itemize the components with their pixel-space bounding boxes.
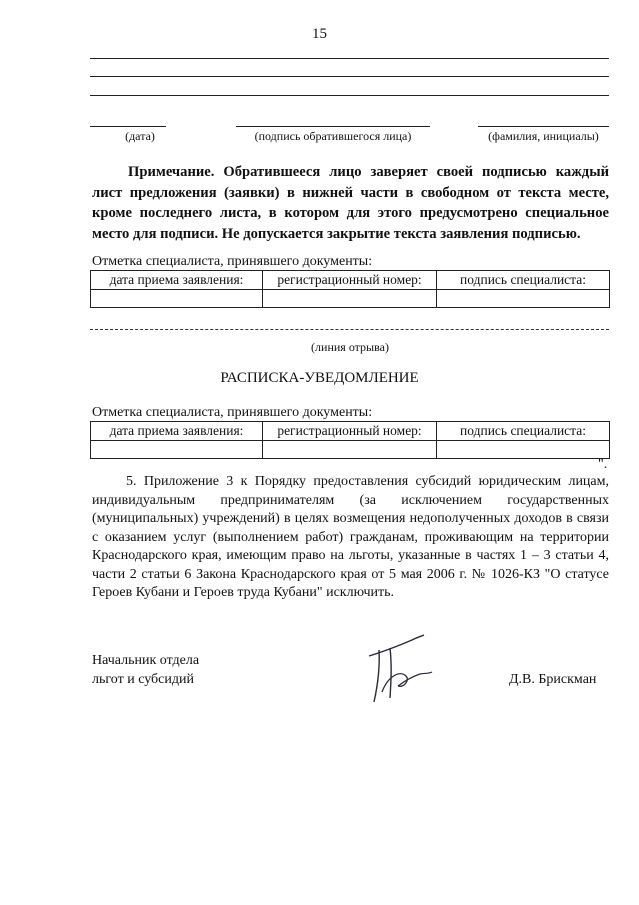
table-row (91, 441, 610, 459)
column-header-date: дата приема заявления: (91, 422, 263, 441)
table-header-row (91, 422, 610, 441)
tear-caption: (линия отрыва) (311, 340, 389, 354)
column-header-signature: подпись специалиста: (437, 422, 610, 441)
receipt-title: РАСПИСКА-УВЕДОМЛЕНИЕ (220, 370, 419, 386)
column-header-reg-number: регистрационный номер: (263, 271, 437, 290)
blank-line-3 (90, 95, 609, 96)
table-cell (263, 290, 437, 308)
specialist-mark-label: Отметка специалиста, принявшего документы: (92, 254, 373, 269)
paragraph-5: 5. Приложение 3 к Порядку предоставления субсидий юридическим лицам, индивидуальным предпринимателям (за исключением государственных (муниципальных) учреждений) в целях возмещения недополученных доходов в связи с оказанием услуг (выполнением работ) гражданам, проживающим на территории Краснодарского края, имеющим право на льготы, указанные в частях 1 – 3 статьи 4, части 2 статьи 6 Закона Краснодарского края от 5 мая 2006 г. № 1026-КЗ "О статусе Героев Кубани и Героев труда Кубани" исключить. (92, 474, 609, 600)
table-cell (91, 290, 263, 308)
name-caption: (фамилия, инициалы) (488, 129, 599, 143)
blank-line-2 (90, 76, 609, 77)
blank-line-1 (90, 58, 609, 59)
table-cell (437, 441, 610, 459)
table-cell (437, 290, 610, 308)
signature-caption: (подпись обратившегося лица) (254, 129, 412, 143)
signature-line (236, 126, 430, 127)
table-cell (263, 441, 437, 459)
page-number: 15 (312, 26, 327, 42)
position-title-line1: Начальник отдела (92, 653, 200, 668)
note-text: Примечание. Обратившееся лицо заверяет своей подписью каждый лист предложения (заявки) в нижней части в свободном от текста месте, кроме последнего листа, в котором для этого предусмотрено специальное место для подписи. Не допускается закрытие текста заявления подписью. (92, 164, 609, 242)
table-cell (91, 441, 263, 459)
signatory-name: Д.В. Брискман (509, 672, 597, 687)
table-header-row (91, 271, 610, 290)
position-title-line2: льгот и субсидий (92, 672, 194, 687)
specialist-mark-label: Отметка специалиста, принявшего документы: (92, 405, 373, 420)
column-header-reg-number: регистрационный номер: (263, 422, 437, 441)
registration-table (90, 421, 610, 459)
registration-table (90, 270, 610, 308)
date-caption: (дата) (125, 129, 155, 143)
date-line (90, 126, 166, 127)
column-header-date: дата приема заявления: (91, 271, 263, 290)
column-header-signature: подпись специалиста: (437, 271, 610, 290)
closing-quote: ". (598, 457, 608, 472)
name-line (478, 126, 609, 127)
tear-line (90, 329, 609, 330)
table-row (91, 290, 610, 308)
handwritten-signature (360, 632, 440, 710)
